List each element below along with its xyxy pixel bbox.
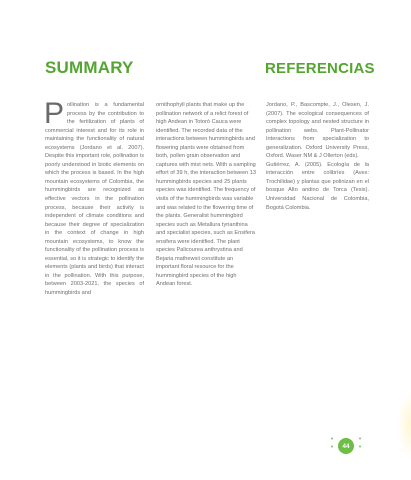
double-chevron-up-icon[interactable]: ˄ ˄ (330, 437, 334, 454)
reference-entry: Gutiérrez, A. (2005). Ecología de la interacción entre colibríes (Aves: Trochilidae) y plantas que polinizan en el bosque Alto andino de Torca (Tesis). Universidad Nacional de Colombia, Bogotá Colombia. (266, 161, 369, 211)
references-column (266, 101, 369, 212)
page-number-badge: 44 (338, 438, 354, 454)
page-edge-highlight (397, 390, 411, 460)
page-navigation (330, 438, 362, 454)
drop-cap: P (44, 97, 65, 130)
summary-text-2: ornithophyll plants that make up the pollination network of a relict forest of high Andean in Totoró Cauca were identified. The recorded data of the interactions between hummingbirds and flowering plants were obtained from both, pollen grain observation and captures with mist nets. With a sampling effort of 39 h, the interaction between 13 hummingbirds species and 25 plants species was identified. The frequency of visits of the hummingbirds was variable and was related to the flowering time of the plants. Generalist hummingbird species such as Metallura tyrianthina and specialist species, such as Ensifera ensifera were identified. The plant species Palicourea anthrystina and Bejaria mathewsii constitute an important floral resource for the hummingbird species of the high Andean forest. (156, 102, 257, 288)
summary-text-1: ollination is a fundamental process by the contribution to the fertilization of plants of commercial interest and for its role in maintaining the functionality of natural ecosystems (Jordano et al. 2007). Despite this important role, pollination is poorly understood in biotic elements on which the process is based. In the high mountain ecosystems of Colombia, the hummingbirds are recognized as effective vectors in the pollination process, because their activity is independent of climate conditions and because their degree of specialization in the context of change in high mountain ecosystems, to know the functionality of the pollination process is essential, so it is strategic to identify the elements (plants and birds) that interact in the pollination. With this purpose, between 2003-2021, the species of hummingbirds and (45, 102, 144, 297)
summary-column-2 (156, 101, 257, 289)
reference-entry: Jordano, P., Bascompte, J., Olesen, J. (2007). The ecological consequences of complex topology and nested structure in pollination webs. Plant-Pollinator Interactions from specialization to generalization. Oxford University Press, Oxford. Waser NM & J Ollerton (eds). (266, 102, 369, 160)
summary-heading: SUMMARY (45, 58, 134, 77)
summary-column-1 (44, 97, 144, 298)
double-chevron-down-icon[interactable]: ˅ ˅ (358, 437, 362, 454)
references-heading: REFERENCIAS (265, 60, 375, 77)
summary-paragraph-1 (44, 97, 144, 298)
